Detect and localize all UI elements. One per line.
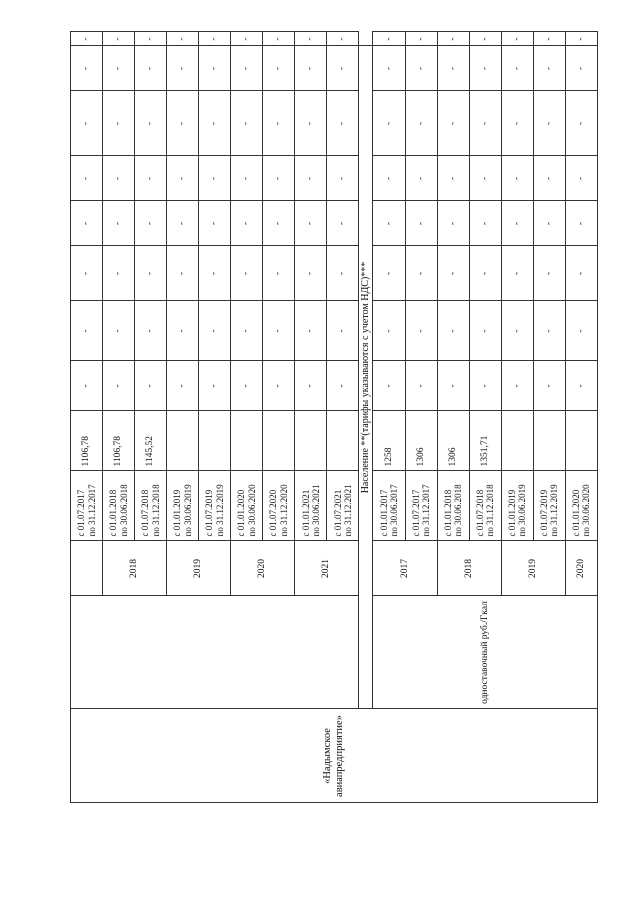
tariff-value: 1145,52 xyxy=(135,411,167,471)
dash-cell: - xyxy=(405,246,437,301)
dash-cell: - xyxy=(533,91,565,156)
dash-cell: - xyxy=(103,156,135,201)
period-cell xyxy=(405,471,437,541)
dash-cell: - xyxy=(533,301,565,361)
dash-cell: - xyxy=(135,46,167,91)
period-to: по 30.06.2019 xyxy=(182,484,193,537)
period-from: с 01.07.2017 xyxy=(76,489,87,537)
dash-cell: - xyxy=(437,246,469,301)
dash-cell: - xyxy=(199,46,231,91)
dash-cell: - xyxy=(295,32,327,46)
dash-cell: - xyxy=(71,91,103,156)
dash-cell: - xyxy=(103,32,135,46)
dash-cell: - xyxy=(263,201,295,246)
period-to: по 30.06.2020 xyxy=(246,484,257,537)
dash-cell: - xyxy=(135,361,167,411)
dash-cell: - xyxy=(373,46,405,91)
dash-cell: - xyxy=(469,32,501,46)
year-cell: 2021 xyxy=(295,541,359,596)
dash-cell: - xyxy=(405,301,437,361)
dash-cell: - xyxy=(71,201,103,246)
dash-cell: - xyxy=(167,201,199,246)
dash-cell: - xyxy=(103,361,135,411)
dash-cell: - xyxy=(501,246,533,301)
dash-cell: - xyxy=(469,361,501,411)
period-to: по 30.06.2017 xyxy=(388,484,399,537)
dash-cell: - xyxy=(295,246,327,301)
dash-cell: - xyxy=(469,91,501,156)
dash-cell: - xyxy=(469,46,501,91)
period-cell xyxy=(327,471,359,541)
dash-cell: - xyxy=(103,201,135,246)
dash-cell: - xyxy=(469,156,501,201)
dash-cell: - xyxy=(295,156,327,201)
period-from: с 01.07.2020 xyxy=(268,489,279,537)
dash-cell: - xyxy=(263,246,295,301)
tariff-value: 1351,71 xyxy=(469,411,501,471)
year-cell: 2019 xyxy=(501,541,565,596)
dash-cell: - xyxy=(231,246,263,301)
dash-cell: - xyxy=(327,91,359,156)
period-to: по 31.12.2021 xyxy=(342,484,353,537)
period-from: с 01.01.2018 xyxy=(442,489,453,537)
dash-cell: - xyxy=(327,156,359,201)
dash-cell: - xyxy=(135,32,167,46)
tariff-value xyxy=(565,411,597,471)
dash-cell: - xyxy=(71,46,103,91)
dash-cell: - xyxy=(373,32,405,46)
period-cell xyxy=(135,471,167,541)
period-from: с 01.07.2021 xyxy=(332,489,343,537)
dash-cell: - xyxy=(199,201,231,246)
dash-cell: - xyxy=(103,301,135,361)
dash-cell: - xyxy=(565,156,597,201)
period-from: с 01.01.2021 xyxy=(300,489,311,537)
dash-cell: - xyxy=(533,46,565,91)
period-cell xyxy=(373,471,405,541)
dash-cell: - xyxy=(501,201,533,246)
tariff-value xyxy=(231,411,263,471)
dash-cell: - xyxy=(263,301,295,361)
tariff-table xyxy=(70,32,598,817)
dash-cell: - xyxy=(231,32,263,46)
dash-cell: - xyxy=(533,361,565,411)
period-to: по 30.06.2018 xyxy=(118,484,129,537)
dash-cell: - xyxy=(437,361,469,411)
period-cell xyxy=(295,471,327,541)
dash-cell: - xyxy=(263,156,295,201)
tariff-value: 1106,78 xyxy=(71,411,103,471)
dash-cell: - xyxy=(565,246,597,301)
dash-cell: - xyxy=(327,301,359,361)
dash-cell: - xyxy=(405,46,437,91)
dash-cell: - xyxy=(437,201,469,246)
tariff-value xyxy=(295,411,327,471)
dash-cell: - xyxy=(373,201,405,246)
period-cell xyxy=(533,471,565,541)
dash-cell: - xyxy=(327,246,359,301)
year-cell: 2020 xyxy=(231,541,295,596)
dash-cell: - xyxy=(565,32,597,46)
dash-cell: - xyxy=(135,246,167,301)
dash-cell: - xyxy=(167,301,199,361)
dash-cell: - xyxy=(501,91,533,156)
dash-cell: - xyxy=(167,361,199,411)
dash-cell: - xyxy=(565,46,597,91)
left-margin-cell xyxy=(71,803,598,817)
dash-cell: - xyxy=(533,32,565,46)
dash-cell: - xyxy=(199,91,231,156)
dash-cell: - xyxy=(469,201,501,246)
period-from: с 01.01.2018 xyxy=(108,489,119,537)
dash-cell: - xyxy=(199,156,231,201)
period-from: с 01.07.2018 xyxy=(140,489,151,537)
tariff-value xyxy=(327,411,359,471)
period-to: по 30.06.2019 xyxy=(517,484,528,537)
dash-cell: - xyxy=(103,246,135,301)
period-cell xyxy=(565,471,597,541)
dash-cell: - xyxy=(231,201,263,246)
period-to: по 31.12.2017 xyxy=(421,484,432,537)
year-cell: 2019 xyxy=(167,541,231,596)
period-cell xyxy=(167,471,199,541)
dash-cell: - xyxy=(373,156,405,201)
dash-cell: - xyxy=(231,91,263,156)
dash-cell: - xyxy=(327,361,359,411)
dash-cell: - xyxy=(167,46,199,91)
period-from: с 01.01.2017 xyxy=(378,489,389,537)
dash-cell: - xyxy=(199,301,231,361)
dash-cell: - xyxy=(295,201,327,246)
unit-cell-empty xyxy=(71,596,359,709)
period-from: с 01.01.2019 xyxy=(506,489,517,537)
period-cell xyxy=(501,471,533,541)
dash-cell: - xyxy=(263,32,295,46)
dash-cell: - xyxy=(231,361,263,411)
dash-cell: - xyxy=(501,301,533,361)
dash-cell: - xyxy=(405,156,437,201)
dash-cell: - xyxy=(327,32,359,46)
tariff-value: 1258 xyxy=(373,411,405,471)
dash-cell: - xyxy=(327,201,359,246)
dash-cell: - xyxy=(405,201,437,246)
dash-cell: - xyxy=(533,156,565,201)
period-cell xyxy=(263,471,295,541)
dash-cell: - xyxy=(533,201,565,246)
year-cell: 2017 xyxy=(373,541,437,596)
dash-cell: - xyxy=(167,246,199,301)
period-cell xyxy=(437,471,469,541)
dash-cell: - xyxy=(199,361,231,411)
dash-cell: - xyxy=(501,361,533,411)
tariff-value xyxy=(199,411,231,471)
organization-name: «Надымское авиапредприятие» xyxy=(71,709,598,803)
dash-cell: - xyxy=(103,46,135,91)
dash-cell: - xyxy=(373,91,405,156)
dash-cell: - xyxy=(135,301,167,361)
dash-cell: - xyxy=(437,301,469,361)
dash-cell: - xyxy=(469,301,501,361)
period-from: с 01.01.2019 xyxy=(172,489,183,537)
period-to: по 31.12.2018 xyxy=(485,484,496,537)
dash-cell: - xyxy=(373,361,405,411)
dash-cell: - xyxy=(501,156,533,201)
dash-cell: - xyxy=(103,91,135,156)
dash-cell: - xyxy=(263,91,295,156)
period-to: по 30.06.2020 xyxy=(581,484,592,537)
dash-cell: - xyxy=(263,46,295,91)
period-from: с 01.01.2020 xyxy=(571,489,582,537)
year-cell xyxy=(71,541,103,596)
population-band-row xyxy=(359,32,373,817)
period-cell xyxy=(231,471,263,541)
tariff-value xyxy=(533,411,565,471)
period-to: по 31.12.2019 xyxy=(549,484,560,537)
year-cell: 2020 xyxy=(565,541,597,596)
dash-cell: - xyxy=(295,91,327,156)
year-cell: 2018 xyxy=(437,541,501,596)
dash-cell: - xyxy=(437,156,469,201)
table-row xyxy=(71,32,103,817)
dash-cell: - xyxy=(167,91,199,156)
dash-cell: - xyxy=(231,46,263,91)
period-cell xyxy=(71,471,103,541)
dash-cell: - xyxy=(405,91,437,156)
period-cell xyxy=(469,471,501,541)
dash-cell: - xyxy=(373,301,405,361)
dash-cell: - xyxy=(295,301,327,361)
dash-cell: - xyxy=(71,301,103,361)
dash-cell: - xyxy=(231,156,263,201)
dash-cell: - xyxy=(135,91,167,156)
period-to: по 30.06.2018 xyxy=(453,484,464,537)
dash-cell: - xyxy=(469,246,501,301)
dash-cell: - xyxy=(71,246,103,301)
dash-cell: - xyxy=(565,201,597,246)
dash-cell: - xyxy=(533,246,565,301)
dash-cell: - xyxy=(71,156,103,201)
dash-cell: - xyxy=(327,46,359,91)
dash-cell: - xyxy=(199,246,231,301)
period-to: по 31.12.2020 xyxy=(278,484,289,537)
dash-cell: - xyxy=(565,361,597,411)
period-from: с 01.01.2020 xyxy=(236,489,247,537)
dash-cell: - xyxy=(565,91,597,156)
period-from: с 01.07.2019 xyxy=(538,489,549,537)
period-cell xyxy=(199,471,231,541)
unit-cell: одноставочный руб./Гкал xyxy=(373,596,598,709)
period-to: по 31.12.2019 xyxy=(214,484,225,537)
dash-cell: - xyxy=(71,32,103,46)
year-cell: 2018 xyxy=(103,541,167,596)
dash-cell: - xyxy=(199,32,231,46)
dash-cell: - xyxy=(135,201,167,246)
dash-cell: - xyxy=(437,46,469,91)
dash-cell: - xyxy=(405,361,437,411)
table-row xyxy=(373,32,405,817)
tariff-value: 1106,78 xyxy=(103,411,135,471)
dash-cell: - xyxy=(295,361,327,411)
period-from: с 01.07.2019 xyxy=(204,489,215,537)
dash-cell: - xyxy=(437,91,469,156)
tariff-value: 1306 xyxy=(437,411,469,471)
dash-cell: - xyxy=(167,156,199,201)
dash-cell: - xyxy=(231,301,263,361)
dash-cell: - xyxy=(501,32,533,46)
dash-cell: - xyxy=(405,32,437,46)
period-to: по 30.06.2021 xyxy=(310,484,321,537)
period-to: по 31.12.2018 xyxy=(150,484,161,537)
tariff-value: 1306 xyxy=(405,411,437,471)
dash-cell: - xyxy=(373,246,405,301)
tariff-value xyxy=(263,411,295,471)
tariff-value xyxy=(501,411,533,471)
dash-cell: - xyxy=(437,32,469,46)
dash-cell: - xyxy=(167,32,199,46)
period-from: с 01.07.2018 xyxy=(474,489,485,537)
rotated-page xyxy=(70,32,598,817)
period-to: по 31.12.2017 xyxy=(86,484,97,537)
period-from: с 01.07.2017 xyxy=(410,489,421,537)
dash-cell: - xyxy=(263,361,295,411)
dash-cell: - xyxy=(295,46,327,91)
dash-cell: - xyxy=(501,46,533,91)
dash-cell: - xyxy=(135,156,167,201)
dash-cell: - xyxy=(71,361,103,411)
dash-cell: - xyxy=(565,301,597,361)
tariff-value xyxy=(167,411,199,471)
period-cell xyxy=(103,471,135,541)
population-note: Население **(тарифы указываются с учетом НДС)*** xyxy=(359,46,373,709)
